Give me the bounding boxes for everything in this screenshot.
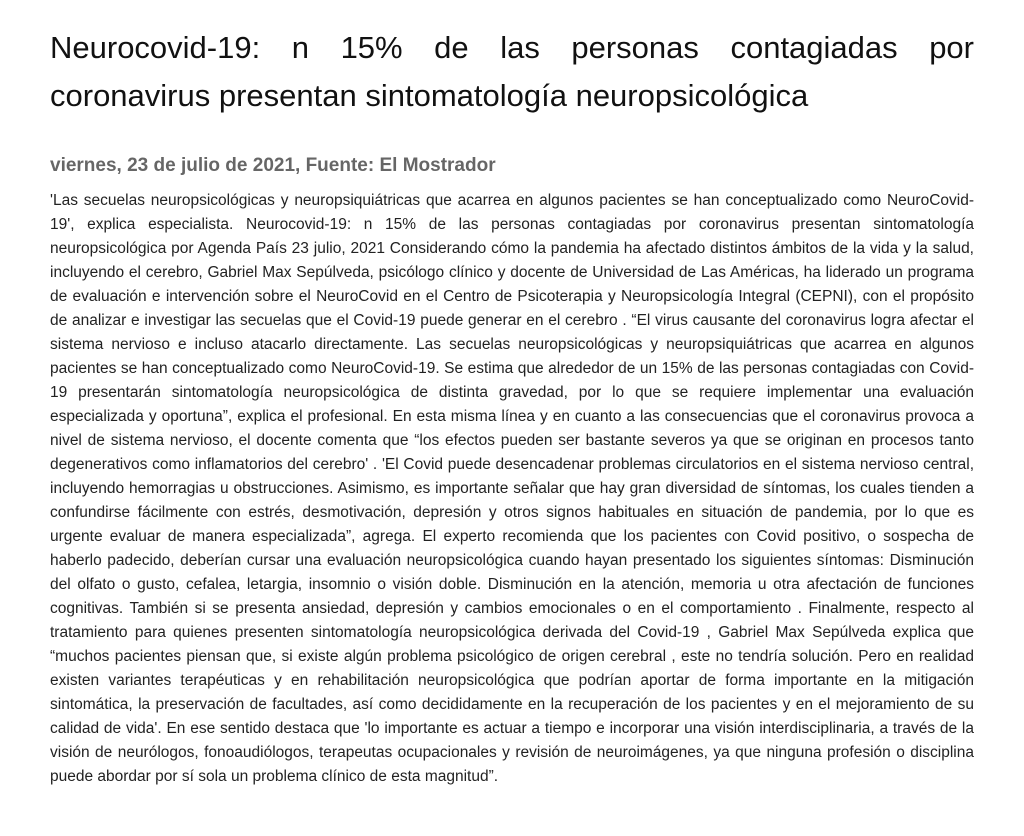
article-date-source: viernes, 23 de julio de 2021, Fuente: El Mostrador	[50, 155, 496, 176]
article-body: 'Las secuelas neuropsicológicas y neuropsiquiátricas que acarrea en algunos pacientes se han conceptualizado como NeuroCovid-19', explica especialista. Neurocovid-19: n 15% de las personas contagiadas por coronavirus presentan sintomatología neuropsicológica por Agenda País 23 julio, 2021 Considerando cómo la pandemia ha afectado distintos ámbitos de la vida y la salud, incluyendo el cerebro, Gabriel Max Sepúlveda, psicólogo clínico y docente de Universidad de Las Américas, ha liderado un programa de evaluación e intervención sobre el NeuroCovid en el Centro de Psicoterapia y Neuropsicología Integral (CEPNI), con el propósito de analizar e investigar las secuelas que el Covid-19 puede generar en el cerebro . “El virus causante del coronavirus logra afectar el sistema nervioso e incluso atacarlo directamente. Las secuelas neuropsicológicas y neuropsiquiátricas que acarrea en algunos pacientes se han conceptualizado como NeuroCovid-19. Se estima que alrededor de un 15% de las personas contagiadas con Covid-19 presentarán sintomatología neuropsicológica de distinta gravedad, por lo que se requiere implementar una evaluación especializada y oportuna”, explica el profesional. En esta misma línea y en cuanto a las consecuencias que el coronavirus provoca a nivel de sistema nervioso, el docente comenta que “los efectos pueden ser bastante severos ya que se originan en procesos tanto degenerativos como inflamatorios del cerebro' . 'El Covid puede desencadenar problemas circulatorios en el sistema nervioso central, incluyendo hemorragias u obstrucciones. Asimismo, es importante señalar que hay gran diversidad de síntomas, los cuales tienden a confundirse fácilmente con estrés, desmotivación, depresión y otros signos habituales en situación de pandemia, por lo que es urgente evaluar de manera especializada”, agrega. El experto recomienda que los pacientes con Covid positivo, o sospecha de haberlo padecido, deberían cursar una evaluación neuropsicológica cuando hayan presentado los siguientes síntomas: Disminución del olfato o gusto, cefalea, letargia, insomnio o visión doble. Disminución en la atención, memoria u otra afectación de funciones cognitivas. También si se presenta ansiedad, depresión y cambios emocionales o en el comportamiento . Finalmente, respecto al tratamiento para quienes presenten sintomatología neuropsicológica derivada del Covid-19 , Gabriel Max Sepúlveda explica que “muchos pacientes piensan que, si existe algún problema psicológico de origen cerebral , este no tendría solución. Pero en realidad existen variantes terapéuticas y en rehabilitación neuropsicológica que podrían aportar de forma importante en la mitigación sintomática, la preservación de facultades, así como decididamente en la recuperación de los pacientes y en el mejoramiento de su calidad de vida'. En ese sentido destaca que 'lo importante es actuar a tiempo e incorporar una visión interdisciplinaria, a través de la visión de neurólogos, fonoaudiólogos, terapeutas ocupacionales y revisión de neuroimágenes, ya que ninguna profesión o disciplina puede abordar por sí sola un problema clínico de esta magnitud”.	[50, 192, 974, 785]
article-title: Neurocovid-19: n 15% de las personas contagiadas por coronavirus presentan sintomatología neuropsicológica	[50, 30, 974, 113]
news-article	[50, 24, 974, 789]
